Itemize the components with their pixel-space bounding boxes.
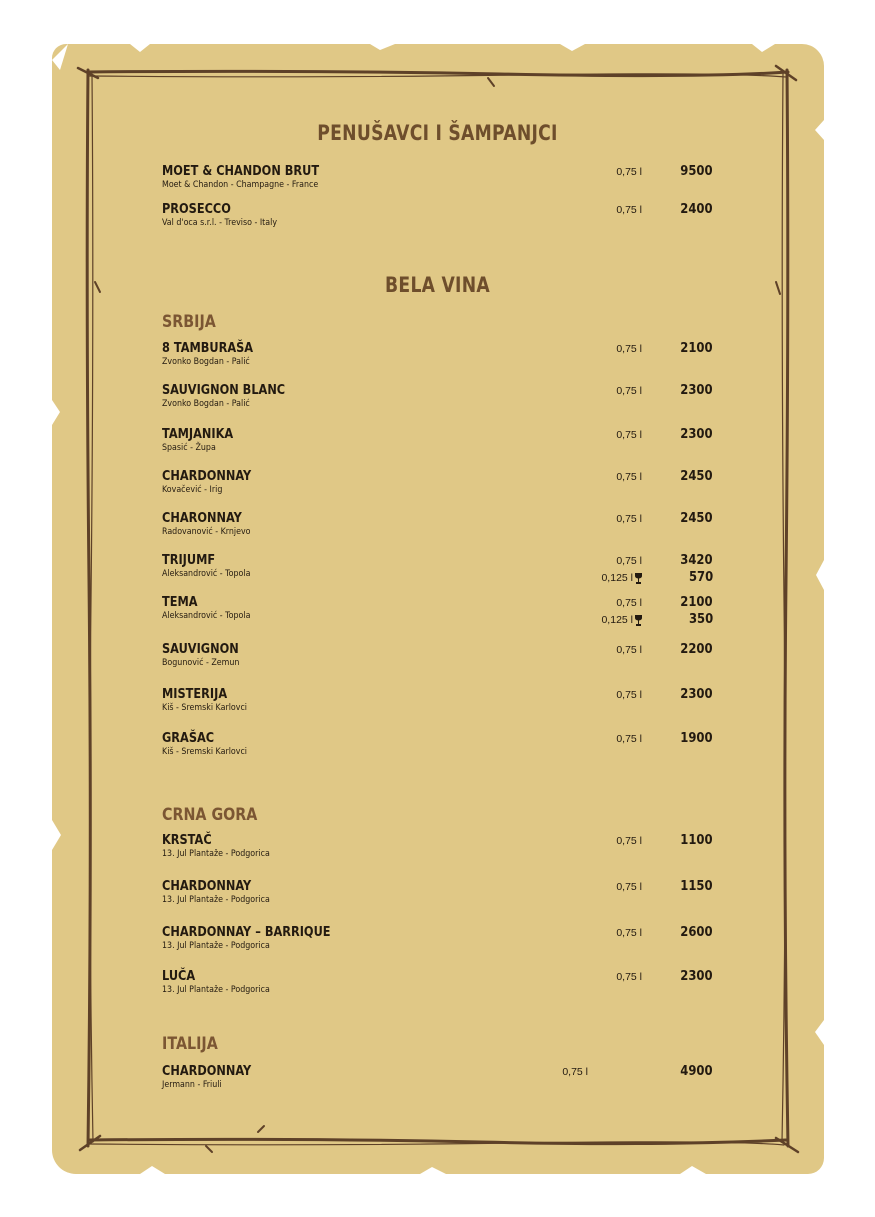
wine-name: TRIJUMF — [162, 552, 216, 568]
wine-volume: 0,75 l — [616, 385, 642, 397]
wine-name: TAMJANIKA — [162, 426, 234, 442]
wine-price-glass: 350 — [688, 611, 713, 627]
glass-volume-text: 0,125 l — [601, 572, 633, 584]
wine-producer: Zvonko Bogdan - Palić — [162, 357, 250, 367]
wine-volume: 0,75 l — [616, 733, 642, 745]
wine-volume: 0,75 l — [616, 343, 642, 355]
wine-name: MISTERIJA — [162, 686, 228, 702]
wine-item — [0, 510, 875, 550]
wine-item — [0, 878, 875, 918]
wine-producer: 13. Jul Plantaže - Podgorica — [162, 941, 270, 951]
wine-volume-glass — [601, 614, 642, 626]
wine-name: CHARDONNAY – BARRIQUE — [162, 924, 331, 940]
wine-price: 3420 — [680, 552, 713, 568]
wine-item — [0, 968, 875, 1008]
wine-price: 1900 — [680, 730, 713, 746]
wine-volume: 0,75 l — [616, 971, 642, 983]
wine-volume: 0,75 l — [616, 835, 642, 847]
wine-volume: 0,75 l — [562, 1066, 588, 1078]
wine-name: 8 TAMBURAŠA — [162, 340, 254, 356]
wine-price: 2300 — [680, 686, 713, 702]
wine-volume: 0,75 l — [616, 429, 642, 441]
wine-name: KRSTAČ — [162, 832, 212, 848]
wine-name: MOET & CHANDON BRUT — [162, 163, 320, 179]
wine-price: 2450 — [680, 510, 713, 526]
wine-price: 2300 — [680, 968, 713, 984]
wine-price: 2200 — [680, 641, 713, 657]
wine-price: 2300 — [680, 426, 713, 442]
region-title-montenegro: CRNA GORA — [162, 805, 258, 825]
wine-glass-icon — [635, 615, 642, 626]
wine-glass-icon — [635, 573, 642, 584]
wine-volume: 0,75 l — [616, 513, 642, 525]
wine-price: 2400 — [680, 201, 713, 217]
wine-producer: Val d'oca s.r.l. - Treviso - Italy — [162, 218, 278, 228]
wine-price-glass: 570 — [688, 569, 713, 585]
wine-item — [0, 201, 875, 241]
region-title-italy: ITALIJA — [162, 1034, 218, 1054]
wine-price: 2450 — [680, 468, 713, 484]
wine-name: CHARDONNAY — [162, 468, 252, 484]
wine-volume: 0,75 l — [616, 644, 642, 656]
wine-item — [0, 594, 875, 634]
wine-volume: 0,75 l — [616, 471, 642, 483]
wine-item — [0, 552, 875, 592]
wine-name: SAUVIGNON — [162, 641, 239, 657]
wine-producer: Moet & Chandon - Champagne - France — [162, 180, 319, 190]
glass-volume-text: 0,125 l — [601, 614, 633, 626]
wine-name: PROSECCO — [162, 201, 231, 217]
wine-producer: Spasić - Župa — [162, 443, 216, 453]
wine-item — [0, 730, 875, 770]
wine-item — [0, 1063, 875, 1103]
wine-price: 4900 — [680, 1063, 713, 1079]
wine-item — [0, 382, 875, 422]
wine-name: CHARDONNAY — [162, 878, 252, 894]
wine-producer: Jermann - Friuli — [162, 1080, 222, 1090]
wine-producer: Kovačević - Irig — [162, 485, 223, 495]
wine-item — [0, 468, 875, 508]
wine-volume: 0,75 l — [616, 597, 642, 609]
wine-name: SAUVIGNON BLANC — [162, 382, 286, 398]
wine-volume: 0,75 l — [616, 689, 642, 701]
section-title-sparkling: PENUŠAVCI I ŠAMPANJCI — [317, 121, 558, 145]
wine-volume: 0,75 l — [616, 555, 642, 567]
wine-producer: 13. Jul Plantaže - Podgorica — [162, 895, 270, 905]
wine-volume: 0,75 l — [616, 881, 642, 893]
wine-item — [0, 924, 875, 964]
section-title-white-wines: BELA VINA — [385, 273, 490, 297]
wine-item — [0, 641, 875, 681]
wine-item — [0, 340, 875, 380]
wine-producer: 13. Jul Plantaže - Podgorica — [162, 849, 270, 859]
wine-producer: Bogunović - Zemun — [162, 658, 240, 668]
wine-volume: 0,75 l — [616, 927, 642, 939]
wine-price: 2300 — [680, 382, 713, 398]
wine-item — [0, 163, 875, 203]
wine-price: 1100 — [680, 832, 713, 848]
wine-name: TEMA — [162, 594, 198, 610]
region-title-serbia: SRBIJA — [162, 312, 216, 332]
wine-name: CHARONNAY — [162, 510, 242, 526]
wine-price: 2100 — [680, 594, 713, 610]
wine-name: CHARDONNAY — [162, 1063, 252, 1079]
wine-producer: 13. Jul Plantaže - Podgorica — [162, 985, 270, 995]
wine-price: 9500 — [680, 163, 713, 179]
wine-producer: Aleksandrović - Topola — [162, 611, 251, 621]
wine-item — [0, 426, 875, 466]
wine-producer: Radovanović - Krnjevo — [162, 527, 251, 537]
wine-volume: 0,75 l — [616, 204, 642, 216]
wine-item — [0, 832, 875, 872]
wine-producer: Kiš - Sremski Karlovci — [162, 747, 248, 757]
wine-volume: 0,75 l — [616, 166, 642, 178]
wine-item — [0, 686, 875, 726]
wine-producer: Zvonko Bogdan - Palić — [162, 399, 250, 409]
wine-name: LUČA — [162, 968, 196, 984]
wine-price: 2600 — [680, 924, 713, 940]
wine-producer: Aleksandrović - Topola — [162, 569, 251, 579]
wine-price: 1150 — [680, 878, 713, 894]
wine-name: GRAŠAC — [162, 730, 215, 746]
wine-volume-glass — [601, 572, 642, 584]
wine-producer: Kiš - Sremski Karlovci — [162, 703, 248, 713]
wine-price: 2100 — [680, 340, 713, 356]
